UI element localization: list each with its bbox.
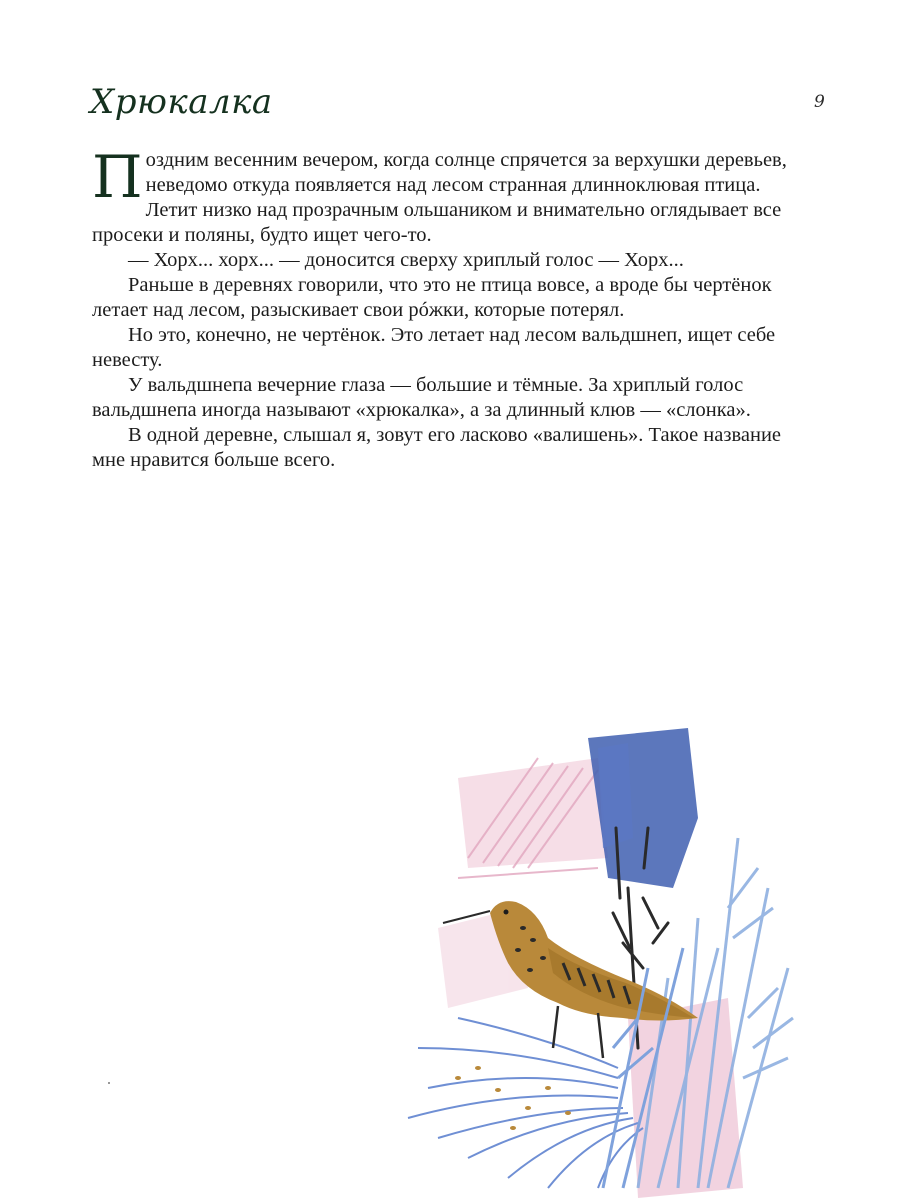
paragraph-3: Раньше в деревнях говорили, что это не птица вовсе, а вроде бы чертёнок летает над лесом, разыскивает свои рóжки, которые потерял.	[92, 274, 772, 321]
paragraph-2: — Хорх... хорх... — доносится сверху хриплый голос — Хорх...	[128, 249, 684, 271]
paper-speck	[108, 1082, 110, 1084]
paragraph-1	[92, 143, 812, 248]
page-number: 9	[814, 92, 825, 112]
paragraph-6: В одной деревне, слышал я, зовут его ласково «валишень». Такое название мне нравится больше всего.	[92, 424, 782, 471]
paragraph-5: У вальдшнепа вечерние глаза — большие и тёмные. За хриплый голос вальдшнепа иногда называют «хрюкалка», а за длинный клюв — «слонка».	[92, 374, 751, 421]
drop-cap: П	[92, 143, 143, 211]
paragraph-1-text: оздним весенним вечером, когда солнце спрячется за верхушки деревьев, неведомо откуда появляется над лесом странная длинноклювая птица. Летит низко над прозрачным ольшаником и внимательно оглядывает все просеки и поляны, будто ищет чего-то.	[92, 149, 787, 246]
woodcock-illustration	[398, 718, 818, 1198]
paragraph-4: Но это, конечно, не чертёнок. Это летает над лесом вальдшнеп, ищет себе невесту.	[92, 324, 776, 371]
story-text	[92, 143, 812, 473]
chapter-title: Хрюкалка	[90, 82, 273, 122]
